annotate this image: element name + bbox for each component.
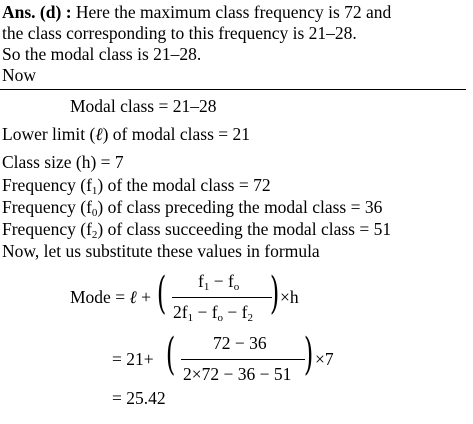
answer-line-1 [2, 2, 391, 22]
divider [0, 89, 466, 90]
den-c: − f [223, 302, 248, 322]
formula-numerator [198, 271, 239, 291]
num-f: f [198, 271, 204, 291]
substitute-line: Now, let us substitute these values in formula [2, 241, 320, 261]
num-sub0: o [233, 281, 240, 293]
f1-text-a: Frequency (f [2, 175, 92, 195]
step-times: ×7 [315, 349, 334, 369]
lower-limit-text-b: ) of modal class = 21 [102, 124, 251, 144]
answer-line-4: Now [2, 65, 37, 85]
formula-right-paren: ) [269, 268, 280, 319]
f0-text-a: Frequency (f [2, 197, 92, 217]
den-sub1: 1 [187, 312, 194, 324]
formula-fraction-bar [172, 297, 272, 298]
formula-left-paren: ( [156, 268, 167, 319]
den-a: 2f [173, 302, 188, 322]
result-line: = 25.42 [112, 388, 166, 408]
f0-subscript: 0 [91, 207, 98, 219]
f2-subscript: 2 [91, 229, 98, 241]
den-sub0: o [217, 312, 224, 324]
formula-ell: ℓ [129, 287, 137, 307]
answer-label: Ans. (d) : [2, 2, 72, 22]
class-size-line: Class size (h) = 7 [2, 152, 124, 172]
formula-plus: + [136, 287, 151, 307]
f2-text-b: ) of class succeeding the modal class = 51 [97, 219, 392, 239]
step-numerator: 72 − 36 [213, 333, 267, 353]
den-b: − f [193, 302, 218, 322]
f1-text-b: ) of the modal class = 72 [97, 175, 271, 195]
step-denominator: 2×72 − 36 − 51 [183, 364, 292, 384]
f1-line [2, 175, 271, 195]
answer-line-3: So the modal class is 21–28. [2, 44, 202, 64]
step-fraction-bar [181, 359, 305, 360]
step-lhs: = 21+ [112, 349, 154, 369]
f2-line [2, 219, 391, 239]
f2-text-a: Frequency (f [2, 219, 92, 239]
f1-subscript: 1 [91, 185, 98, 197]
formula-denominator [173, 302, 253, 322]
formula-times-h: ×h [280, 287, 299, 307]
formula-mode-eq: Mode = [70, 287, 130, 307]
formula-lhs [70, 287, 151, 307]
answer-line-2: the class corresponding to this frequency is 21–28. [2, 23, 357, 43]
ell-symbol: ℓ [95, 124, 103, 144]
answer-statement: Here the maximum class frequency is 72 and [71, 2, 392, 22]
num-sub1: 1 [203, 281, 210, 293]
step-left-paren: ( [165, 329, 176, 380]
f0-text-b: ) of class preceding the modal class = 36 [97, 197, 383, 217]
num-minus: − f [209, 271, 234, 291]
den-sub2: 2 [247, 312, 253, 324]
f0-line [2, 197, 382, 217]
modal-class-line: Modal class = 21–28 [70, 96, 217, 116]
lower-limit-text-a: Lower limit ( [2, 124, 96, 144]
lower-limit-line [2, 124, 250, 144]
step-right-paren: ) [303, 329, 314, 380]
